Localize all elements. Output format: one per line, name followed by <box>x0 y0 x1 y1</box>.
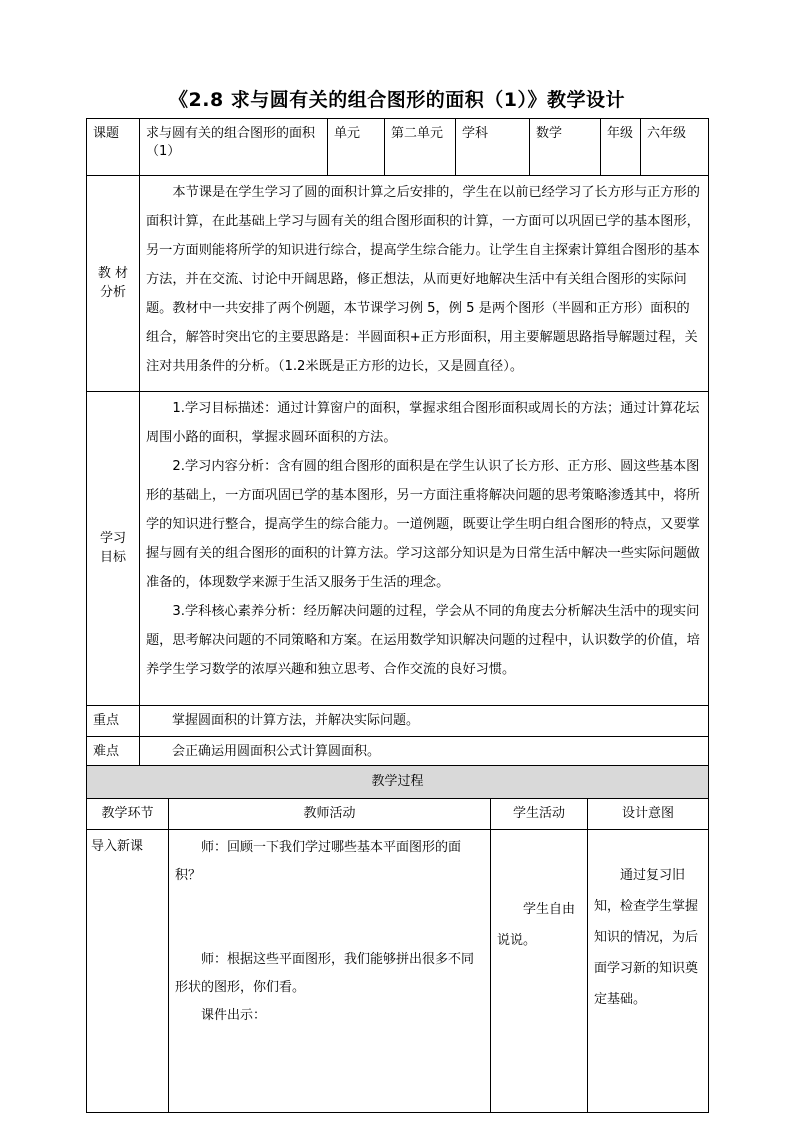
key-point-row <box>87 706 709 737</box>
col-teacher: 教师活动 <box>169 799 491 830</box>
objectives-text-cell <box>140 392 709 706</box>
spacer <box>175 890 484 946</box>
col-intent: 设计意图 <box>588 799 709 830</box>
objective-2: 2.学习内容分析：含有圆的组合图形的面积是在学生认识了长方形、正方形、圆这些基本图形的基础上，一方面巩固已学的基本图形，另一方面注重将解决问题的思考策略渗透其中，将所学的知识进行整合，提高学生的综合能力。一道例题，既要让学生明白组合图形的特点，又要掌握与圆有关的组合图形的面积的计算方法。学习这部分知识是为日常生活中解决一些实际问题做准备的，体现数学来源于生活又服务于生活的理念。 <box>146 459 700 590</box>
unit-value: 第二单元 <box>385 119 456 176</box>
objectives-label <box>87 392 140 706</box>
key-point-label: 重点 <box>87 706 140 737</box>
process-header-row <box>87 799 709 830</box>
subject-label: 学科 <box>456 119 530 176</box>
col-student: 学生活动 <box>491 799 588 830</box>
objectives-row <box>87 392 709 706</box>
material-text: 本节课是在学生学习了圆的面积计算之后安排的，学生在以前已经学习了长方形与正方形的面积计算，在此基础上学习与圆有关的组合图形面积的计算，一方面可以巩固已学的基本图形，另一方面则能将所学的知识进行综合，提高学生综合能力。让学生自主探索计算组合图形的基本方法，并在交流、讨论中开阔思路，修正想法，从而更好地解决生活中有关组合图形的实际问题。教材中一共安排了两个例题，本节课学习例 5，例 5 是两个图形（半圆和正方形）面积的组合，解答时突出它的主要思路是：半圆面积+正方形面积，用主要解题思路指导解题过程，关注对共用条件的分析。（1.2米既是正方形的边长，又是圆直径）。 <box>146 185 700 374</box>
page-title: 《2.8 求与圆有关的组合图形的面积（1）》教学设计 <box>169 89 625 111</box>
design-intent-cell <box>588 830 709 1113</box>
difficulty-label: 难点 <box>87 737 140 768</box>
objective-1: 1.学习目标描述：通过计算窗户的面积，掌握求组合图形面积或周长的方法；通过计算花坛周围小路的面积，掌握求圆环面积的方法。 <box>146 401 700 445</box>
unit-label: 单元 <box>328 119 385 176</box>
grade-label: 年级 <box>601 119 641 176</box>
teacher-question: 师：回顾一下我们学过哪些基本平面图形的面积？ <box>175 840 462 883</box>
design-intent: 通过复习旧知，检查学生掌握知识的情况，为后面学习新的知识奠定基础。 <box>594 868 699 1007</box>
student-activity-cell <box>491 830 588 1113</box>
difficulty-row <box>87 737 709 768</box>
process-title-row <box>87 766 709 799</box>
key-point-text: 掌握圆面积的计算方法，并解决实际问题。 <box>140 706 709 737</box>
process-intro-row <box>87 830 709 1113</box>
material-label <box>87 176 140 392</box>
topic-value: 求与圆有关的组合图形的面积（1） <box>140 119 328 176</box>
process-title: 教学过程 <box>87 766 709 799</box>
lesson-info-table <box>86 118 709 768</box>
student-activity: 学生自由说说。 <box>497 902 576 948</box>
difficulty-text: 会正确运用圆面积公式计算圆面积。 <box>140 737 709 768</box>
teaching-process-table <box>86 765 709 1113</box>
col-stage: 教学环节 <box>87 799 169 830</box>
courseware-label: 课件出示： <box>201 1008 267 1023</box>
objectives-label-text: 学习 目标 <box>99 531 126 565</box>
topic-label: 课题 <box>87 119 140 176</box>
material-label-text: 教 材 分析 <box>97 266 129 300</box>
teacher-explain: 师：根据这些平面图形，我们能够拼出很多不同形状的图形，你们看。 <box>175 952 475 995</box>
material-text-cell <box>140 176 709 392</box>
header-row <box>87 119 709 176</box>
material-row <box>87 176 709 392</box>
grade-value: 六年级 <box>641 119 709 176</box>
objective-3: 3.学科核心素养分析：经历解决问题的过程，学会从不同的角度去分析解决生活中的现实问题，思考解决问题的不同策略和方案。在运用数学知识解决问题的过程中，认识数学的价值，培养学生学习数学的浓厚兴趣和独立思考、合作交流的良好习惯。 <box>146 604 700 677</box>
teacher-activity-cell <box>169 830 491 1113</box>
subject-value: 数学 <box>530 119 601 176</box>
stage-intro: 导入新课 <box>87 830 169 1113</box>
